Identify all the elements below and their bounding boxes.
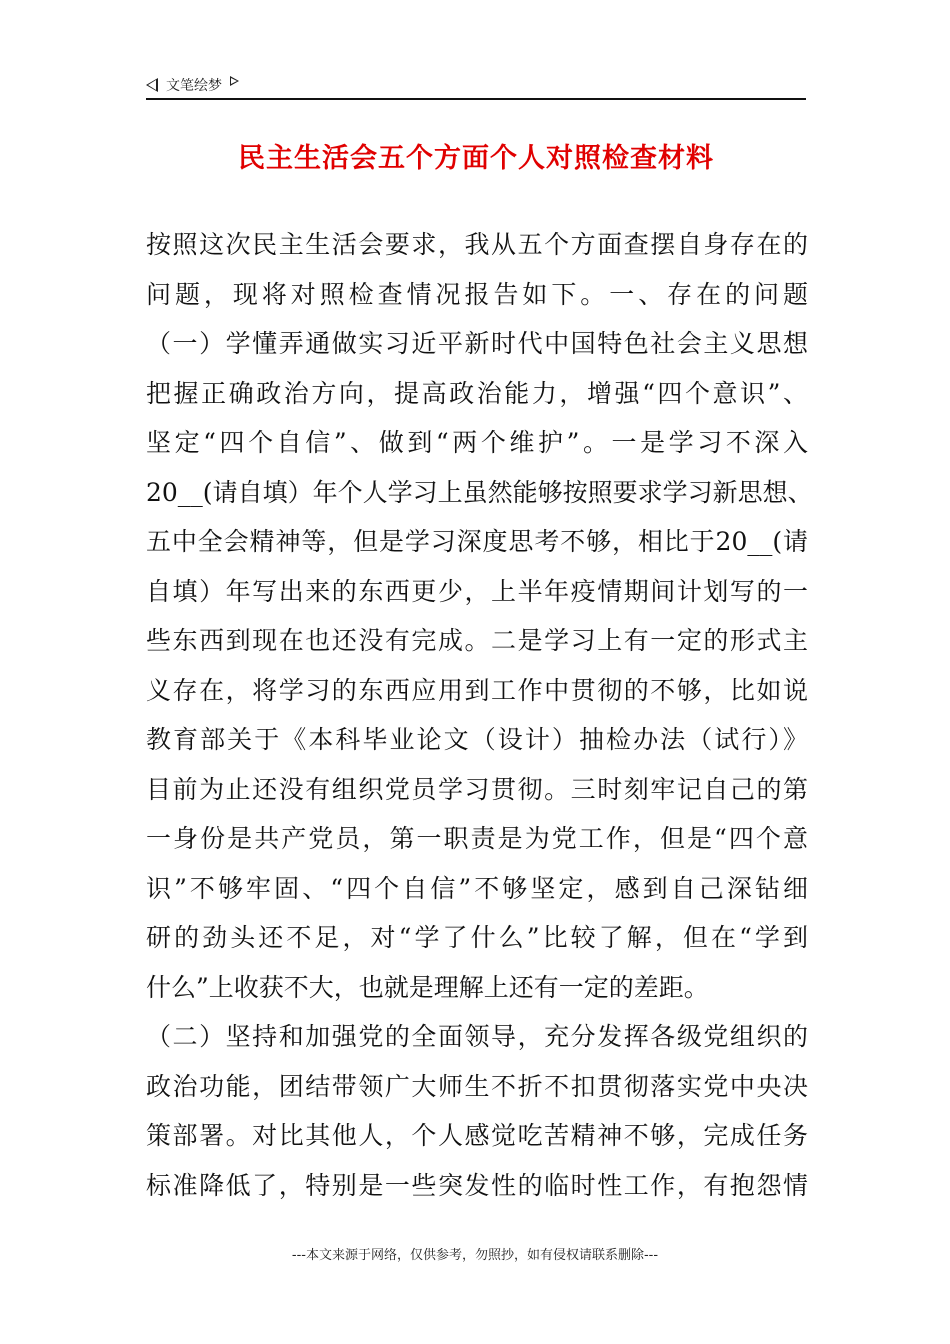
body-line: （二）坚持和加强党的全面领导，充分发挥各级党组织的: [146, 1022, 808, 1051]
body-line: 些东西到现在也还没有完成。二是学习上有一定的形式主: [146, 626, 808, 655]
body-line: 坚定“四个自信”、做到“两个维护”。一是学习不深入: [146, 428, 808, 457]
body-line: 目前为止还没有组织党员学习贯彻。三时刻牢记自己的第: [146, 774, 808, 804]
body-line: 把握正确政治方向，提高政治能力，增强“四个意识”、: [146, 378, 808, 408]
body-line: （一）学懂弄通做实习近平新时代中国特色社会主义思想: [146, 329, 808, 358]
body-line: 按照这次民主生活会要求，我从五个方面查摆自身存在的: [146, 230, 808, 259]
body-line: 义存在，将学习的东西应用到工作中贯彻的不够，比如说: [146, 675, 808, 705]
header-divider: [146, 98, 806, 100]
body-line: 政治功能，团结带领广大师生不折不扣贯彻落实党中央决: [146, 1071, 808, 1101]
body-line: 策部署。对比其他人，个人感觉吃苦精神不够，完成任务: [146, 1121, 808, 1150]
body-line: 20__(请自填）年个人学习上虽然能够按照要求学习新思想、: [146, 477, 813, 507]
brand-label: 文笔绘梦: [166, 78, 222, 94]
triangle-left-icon: [146, 78, 158, 92]
triangle-right-icon: [230, 76, 239, 86]
document-title: 民主生活会五个方面个人对照检查材料: [238, 143, 714, 174]
body-line: 识”不够牢固、“四个自信”不够坚定，感到自己深钻细: [146, 873, 808, 903]
body-line: 标准降低了，特别是一些突发性的临时性工作，有抱怨情: [146, 1170, 808, 1200]
document-body: [146, 220, 813, 1210]
body-line: 什么”上收获不大，也就是理解上还有一定的差距。: [146, 972, 709, 1002]
body-line: 教育部关于《本科毕业论文（设计）抽检办法（试行）》: [146, 725, 808, 754]
body-line: 自填）年写出来的东西更少，上半年疫情期间计划写的一: [146, 576, 808, 606]
body-line: 研的劲头还不足，对“学了什么”比较了解，但在“学到: [146, 923, 808, 952]
footer-notice: ---本文来源于网络，仅供参考，勿照抄，如有侵权请联系删除---: [291, 1248, 659, 1263]
body-line: 一身份是共产党员，第一职责是为党工作，但是“四个意: [146, 824, 808, 853]
body-line: 五中全会精神等，但是学习深度思考不够，相比于20__(请: [146, 527, 808, 556]
page-header: [146, 72, 806, 98]
body-line: 问题，现将对照检查情况报告如下。一、存在的问题: [146, 279, 808, 309]
